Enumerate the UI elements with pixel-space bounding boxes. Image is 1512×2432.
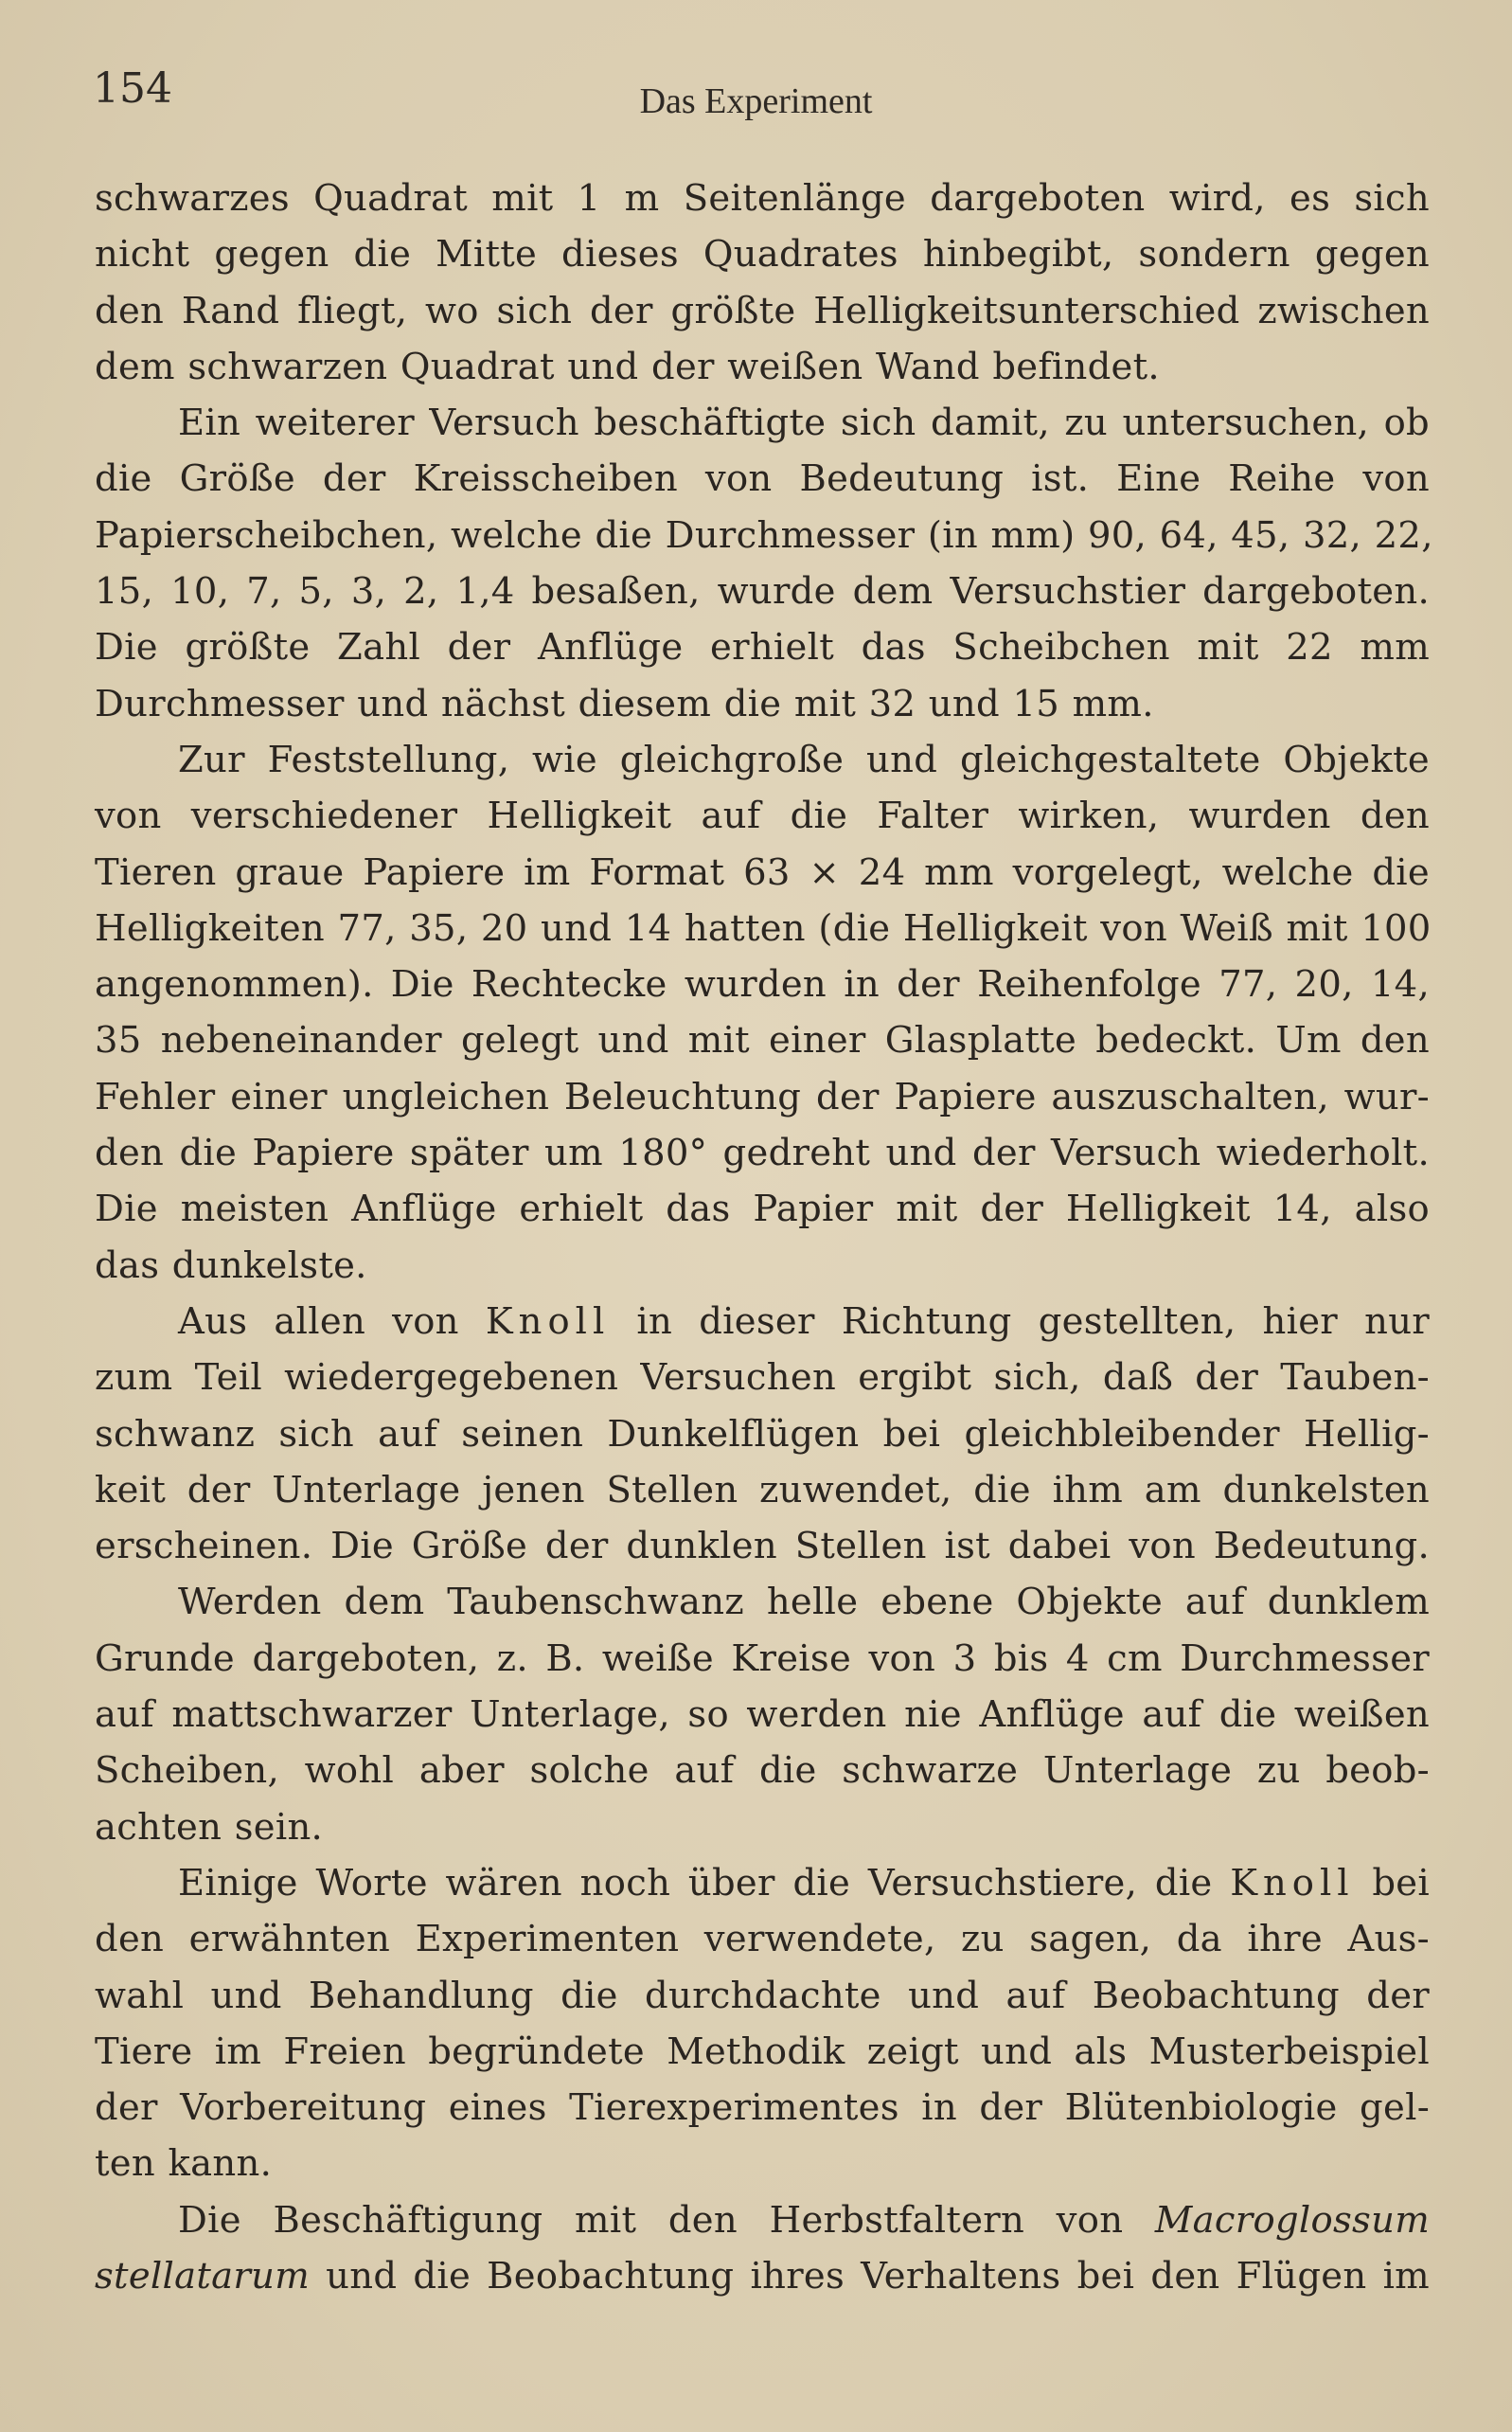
text-line: Fehler einer ungleichen Beleuchtung der Papiere auszuschalten, wur- [95, 1075, 1430, 1118]
text-line [95, 1855, 1430, 1911]
species-name: Macroglossum [1154, 2198, 1430, 2242]
text-line: schwanz sich auf seinen Dunkelflügen bei gleichbleibender Hellig- [95, 1412, 1430, 1456]
text-segment: Aus allen von [178, 1299, 486, 1343]
text-line: Ein weiterer Versuch beschäftigte sich damit, zu untersuchen, ob [178, 402, 1430, 445]
text-line: Tiere im Freien begründete Methodik zeigt und als Musterbeispiel [95, 2030, 1430, 2073]
text-line: Papierscheibchen, welche die Durchmesser (in mm) 90, 64, 45, 32, 22, [95, 513, 1433, 557]
text-line: 15, 10, 7, 5, 3, 2, 1,4 besaßen, wurde dem Versuchstier dargeboten. [95, 570, 1430, 614]
text-line: Die größte Zahl der Anflüge erhielt das Scheibchen mit 22 mm [95, 626, 1430, 670]
text-line: Helligkeiten 77, 35, 20 und 14 hatten (die Helligkeit von Weiß mit 100 [95, 906, 1432, 950]
text-line [95, 2192, 1430, 2248]
text-line: den Rand fliegt, wo sich der größte Helligkeitsunterschied zwischen [95, 289, 1430, 332]
text-line: ten kann. [95, 2142, 273, 2186]
text-line: angenommen). Die Rechtecke wurden in der Reihenfolge 77, 20, 14, [95, 963, 1430, 1007]
text-line: keit der Unterlage jenen Stellen zuwendet, die ihm am dunkelsten [95, 1468, 1430, 1511]
text-line: 35 nebeneinander gelegt und mit einer Glasplatte bedeckt. Um den [95, 1019, 1430, 1063]
text-line: den erwähnten Experimenten verwendete, zu sagen, da ihre Aus- [95, 1918, 1430, 1961]
text-segment: bei [1354, 1861, 1430, 1904]
text-line: nicht gegen die Mitte dieses Quadrates hinbegibt, sondern gegen [95, 233, 1430, 277]
text-line: Die meisten Anflüge erhielt das Papier mit der Helligkeit 14, also [95, 1188, 1430, 1231]
text-line: dem schwarzen Quadrat und der weißen Wand befindet. [95, 345, 1160, 388]
text-line: wahl und Behandlung die durchdachte und auf Beobachtung der [95, 1974, 1430, 2017]
text-line: Scheiben, wohl aber solche auf die schwarze Unterlage zu beob- [95, 1749, 1430, 1793]
text-line [95, 1294, 1430, 1350]
author-name: Knoll [485, 1299, 611, 1343]
text-line: auf mattschwarzer Unterlage, so werden nie Anflüge auf die weißen [95, 1693, 1430, 1737]
text-segment: und die Beobachtung ihres Verhaltens bei den Flügen im [310, 2254, 1430, 2298]
text-line: schwarzes Quadrat mit 1 m Seitenlänge dargeboten wird, es sich [95, 177, 1430, 220]
species-name: stellatarum [95, 2254, 311, 2298]
text-segment: Einige Worte wären noch über die Versuchstiere, die [178, 1861, 1231, 1904]
text-line: Grunde dargeboten, z. B. weiße Kreise von 3 bis 4 cm Durchmesser [95, 1636, 1430, 1680]
text-line: Tieren graue Papiere im Format 63 × 24 mm vorgelegt, welche die [95, 850, 1430, 894]
text-line: Werden dem Taubenschwanz helle ebene Objekte auf dunklem [178, 1581, 1430, 1624]
text-line: erscheinen. Die Größe der dunklen Stellen ist dabei von Bedeutung. [95, 1525, 1430, 1568]
text-line [95, 2248, 1430, 2304]
text-line: von verschiedener Helligkeit auf die Falter wirken, wurden den [95, 795, 1430, 838]
page-number: 154 [93, 64, 172, 113]
text-line: das dunkelste. [95, 1243, 367, 1287]
text-line: die Größe der Kreisscheiben von Bedeutung ist. Eine Reihe von [95, 457, 1430, 501]
text-line: der Vorbereitung eines Tierexperimentes in der Blütenbiologie gel- [95, 2086, 1430, 2130]
text-segment: in dieser Richtung gestellten, hier nur [610, 1299, 1431, 1343]
text-segment: Die Beschäftigung mit den Herbstfaltern von [178, 2198, 1155, 2242]
text-line: achten sein. [95, 1805, 324, 1849]
text-line: Durchmesser und nächst diesem die mit 32 und 15 mm. [95, 682, 1154, 725]
author-name: Knoll [1230, 1861, 1355, 1904]
running-head: Das Experiment [639, 81, 873, 121]
body-text [95, 170, 1433, 2304]
text-line: zum Teil wiedergegebenen Versuchen ergibt sich, daß der Tauben- [95, 1356, 1430, 1400]
text-line: den die Papiere später um 180° gedreht und der Versuch wiederholt. [95, 1132, 1430, 1175]
text-line: Zur Feststellung, wie gleichgroße und gleichgestaltete Objekte [178, 738, 1430, 781]
